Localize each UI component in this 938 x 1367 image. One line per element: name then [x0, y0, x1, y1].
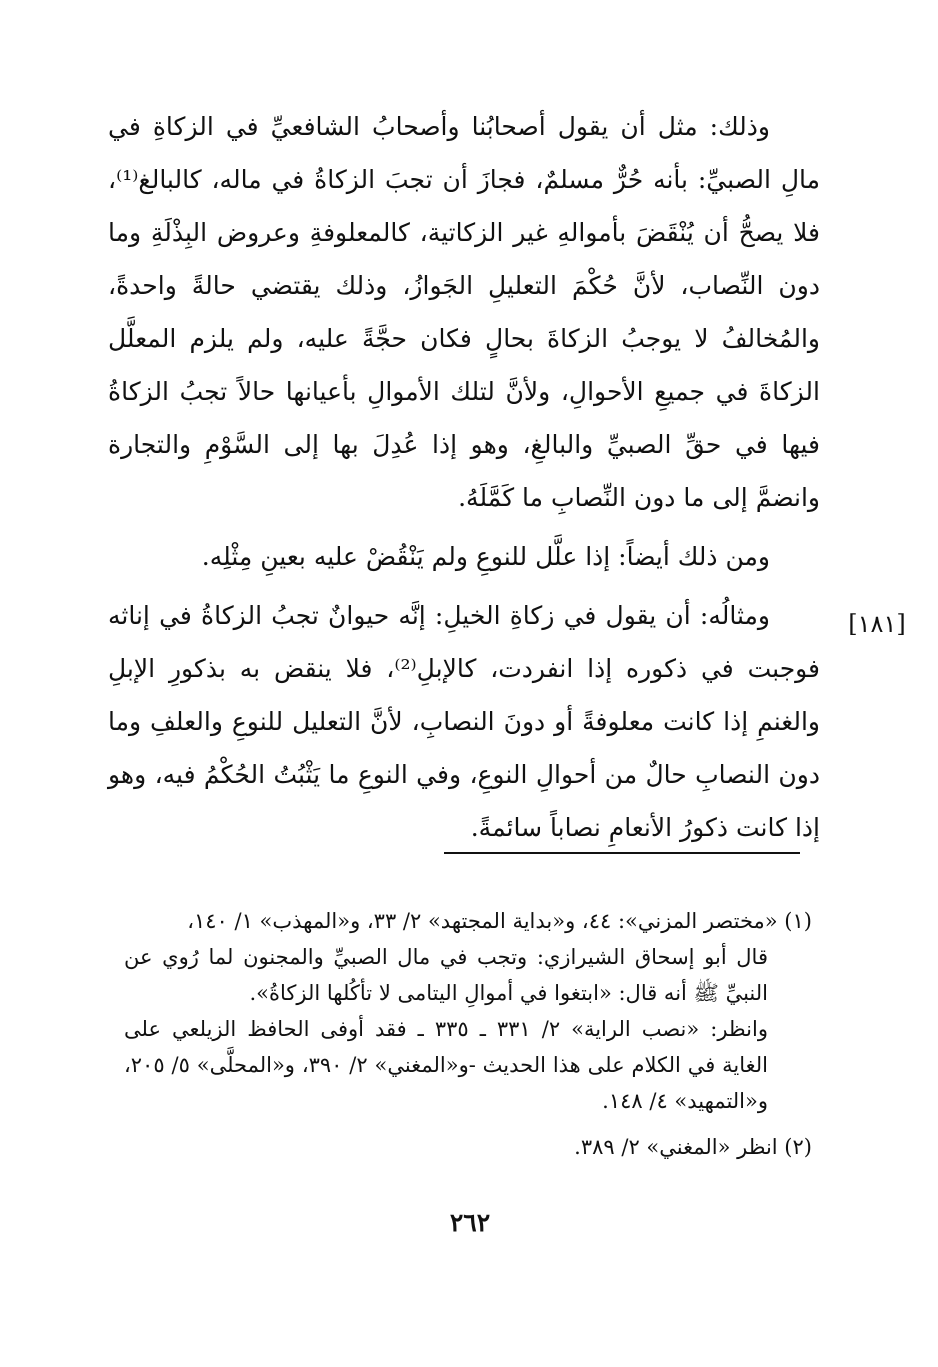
- footnote-1-line-2: قال أبو إسحاق الشيرازي: وتجب في مال الصبيِّ والمجنون لما رُوي عن النبيِّ ﷺ أنه قال: «ابتغوا في أموالِ اليتامى لا تأكُلها الزكاةُ».: [124, 945, 768, 1005]
- margin-page-marker: [١٨١]: [848, 610, 906, 638]
- main-text: [108, 100, 820, 854]
- footnotes: [124, 903, 812, 1165]
- footnote-divider: [444, 852, 800, 854]
- paragraph-2: ومن ذلك أيضاً: إذا علَّل للنوعِ ولم يَنْقُضْ عليه بعينِ مِثْلِه.: [201, 542, 770, 571]
- paragraph-3: ومثالُه: أن يقول في زكاةِ الخيلِ: إنَّه حيوانٌ تجبُ الزكاةُ في إناثه فوجبت في ذكوره إذا انفردت، كالإبلِ⁽²⁾، فلا ينقض به بذكورِ الإبلِ والغنمِ إذا كانت معلوفةً أو دونَ النصابِ، لأنَّ التعليل للنوعِ والعلفِ وما دون النصابِ حالٌ من أحوالِ النوعِ، وفي النوعِ ما يَثْبُتُ الحُكْمُ فيه، وهو إذا كانت ذكورُ الأنعامِ نصاباً سائمةً.: [108, 601, 821, 842]
- paragraph-1: وذلك: مثل أن يقول أصحابُنا وأصحابُ الشافعيِّ في الزكاةِ في مالِ الصبيِّ: بأنه حُرٌّ مسلمٌ، فجازَ أن تجبَ الزكاةُ في ماله، كالبالغ⁽¹⁾، فلا يصحُّ أن يُنْقَضَ بأموالهِ غير الزكاتية، كالمعلوفةِ وعروض البِذْلَةِ وما دون النِّصاب، لأنَّ حُكْمَ التعليلِ الجَوازُ، وذلك يقتضي حالةً واحدةً، والمُخالفُ لا يوجبُ الزكاةَ بحالٍ فكان حجَّةً عليه، ولم يلزم المعلَّل الزكاةَ في جميعِ الأحوالِ، ولأنَّ لتلك الأموالِ بأعيانها حالاً تجبُ الزكاةُ فيها في حقِّ الصبيِّ والبالغِ، وهو إذا عُدِلَ بها إلى السَّوْمِ والتجارة وانضمَّ إلى ما دون النِّصابِ ما كَمَّلَهُ.: [108, 112, 820, 512]
- page-number: ٢٦٢: [449, 1208, 491, 1237]
- footnote-1-line-1: (١) «مختصر المزني»: ٤٤، و«بداية المجتهد» ٢/ ٣٣، و«المهذب» ١/ ١٤٠،: [187, 909, 812, 933]
- footnote-1-line-3: وانظر: «نصب الراية» ٢/ ٣٣١ ـ ٣٣٥ ـ فقد أوفى الحافظ الزيلعي على الغاية في الكلام على هذا الحديث -و«المغني» ٢/ ٣٩٠، و«المحلَّى» ٥/ ٢٠٥، و«التمهيد» ٤/ ١٤٨.: [124, 1017, 768, 1113]
- footnote-2: (٢) انظر «المغني» ٢/ ٣٨٩.: [574, 1135, 812, 1159]
